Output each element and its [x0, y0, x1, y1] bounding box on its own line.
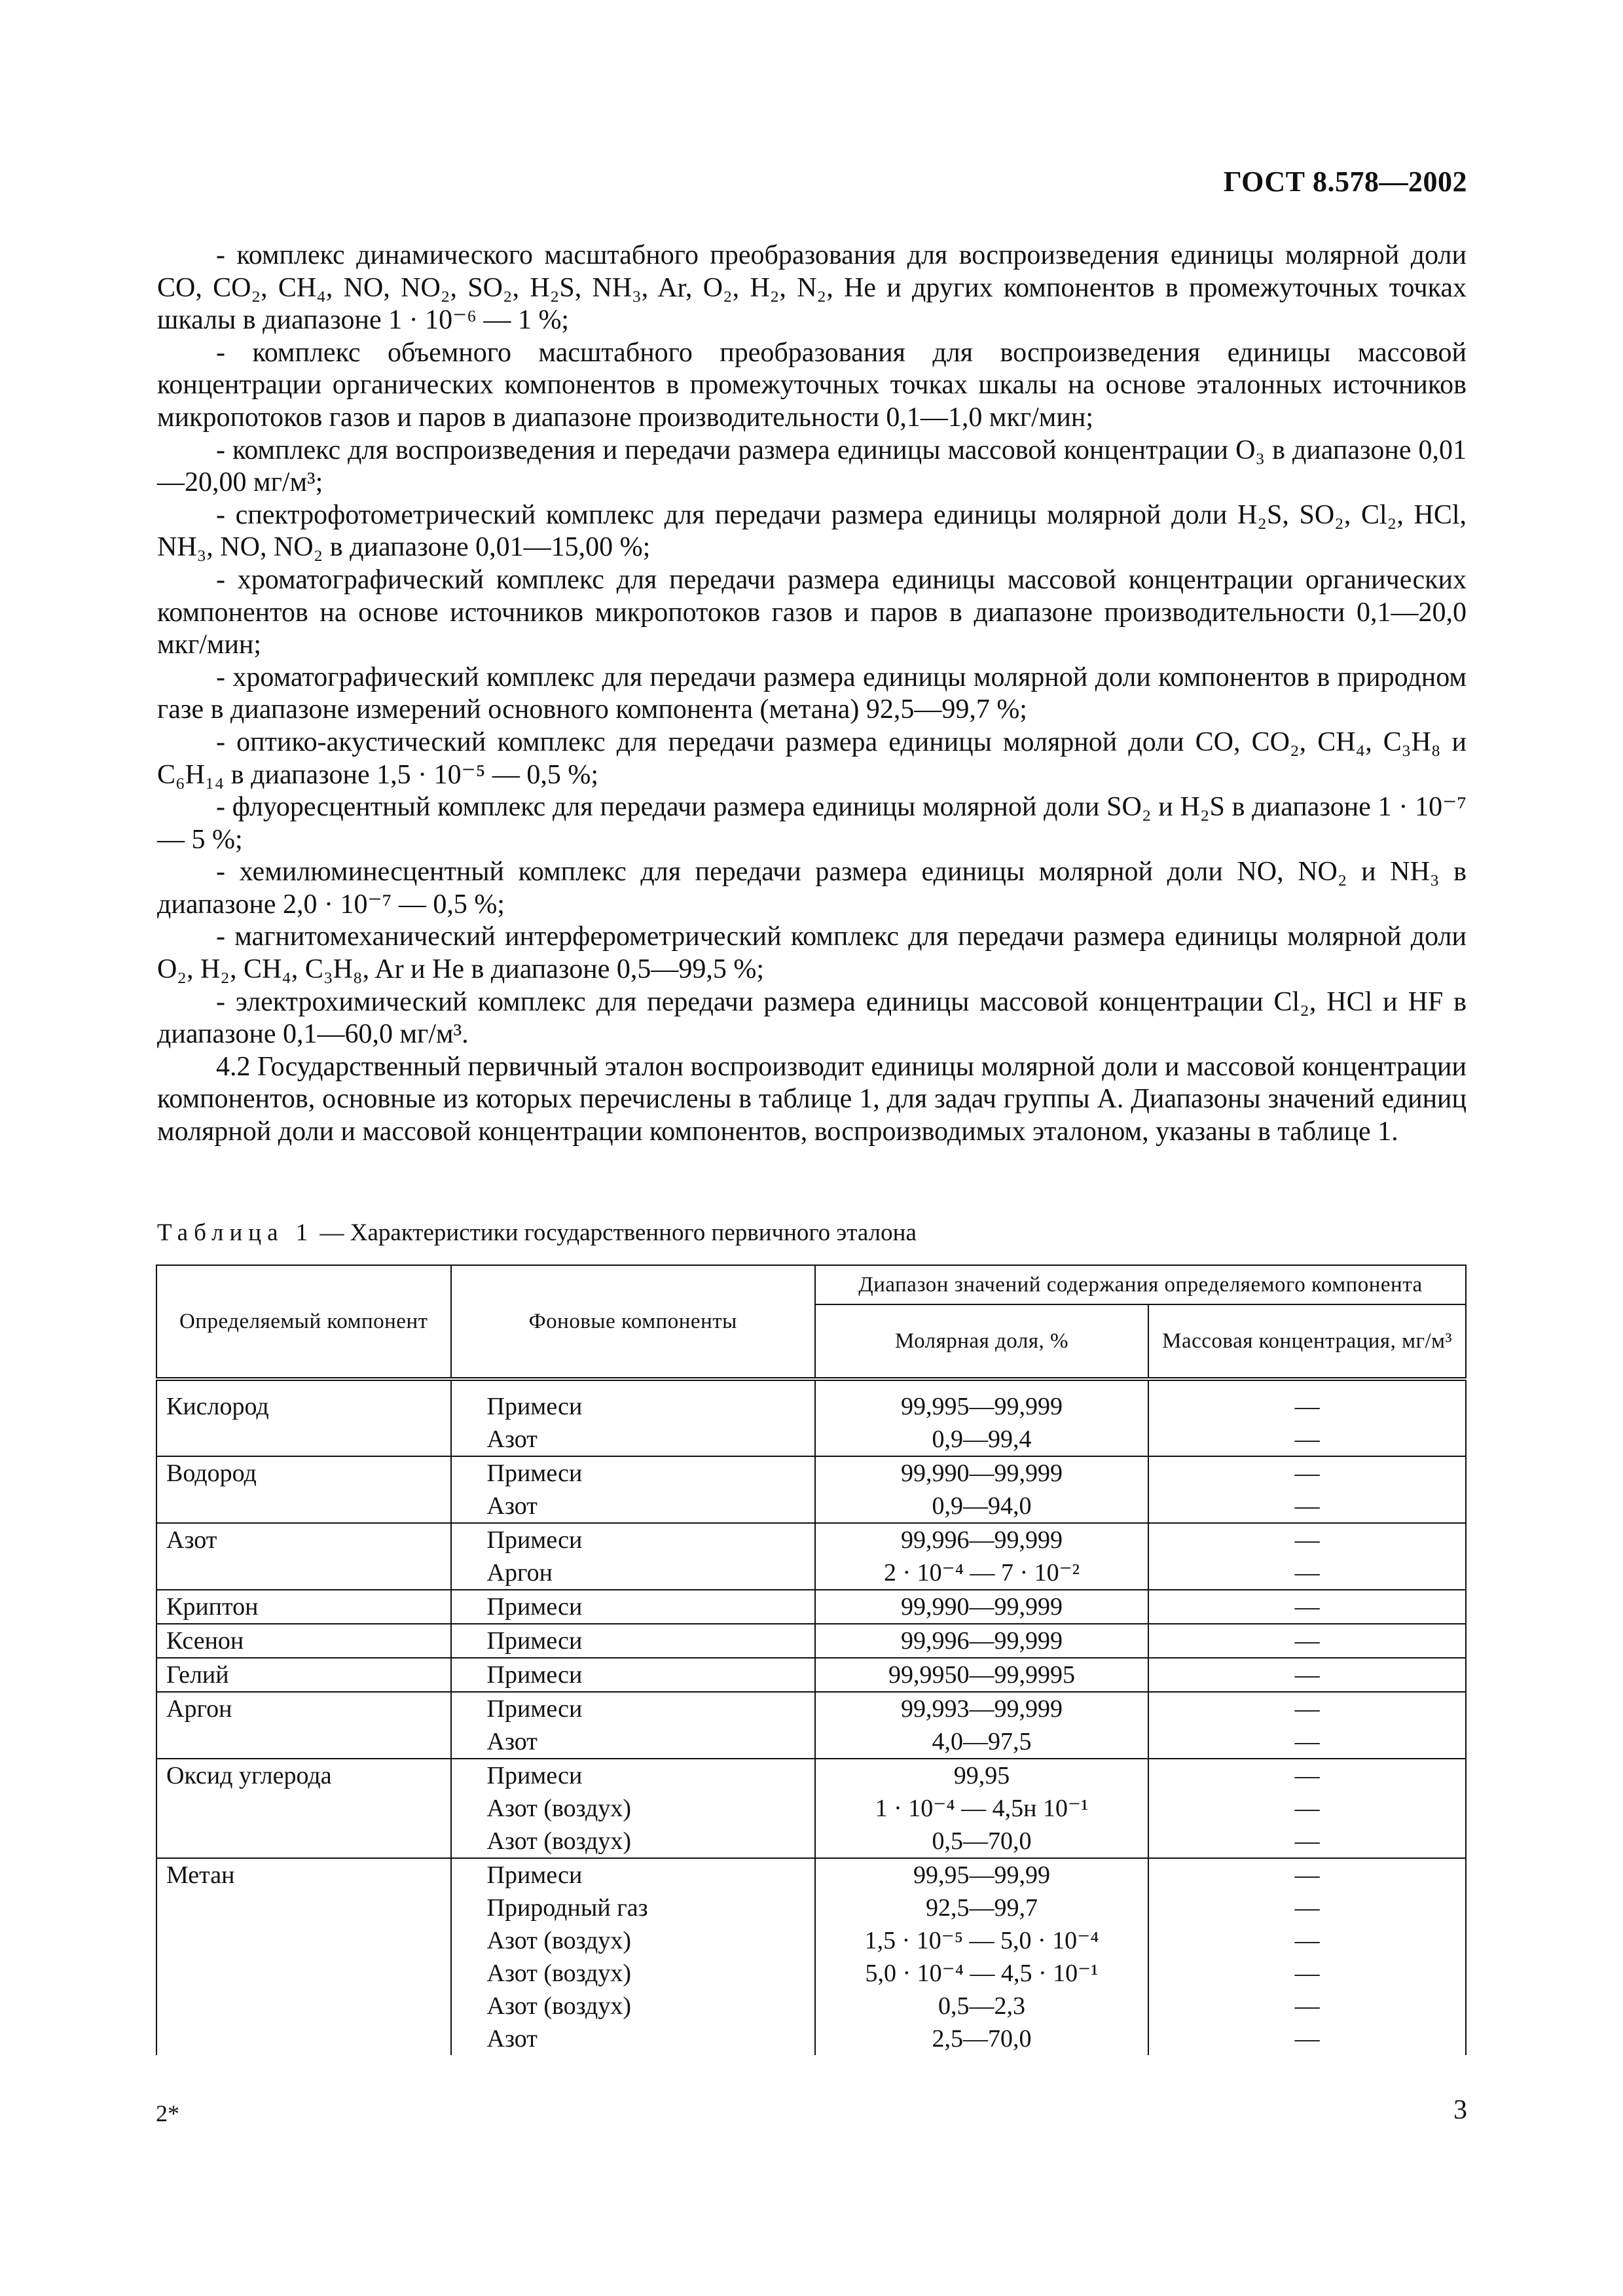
cell-mass: — — [1148, 1624, 1466, 1658]
cell-molar: 0,9—99,4 — [815, 1423, 1148, 1456]
cell-background: Примеси — [451, 1379, 815, 1423]
cell-mass: — — [1148, 1924, 1466, 1957]
table-body — [156, 1379, 1466, 2055]
cell-molar: 92,5—99,7 — [815, 1892, 1148, 1924]
sheet-mark: 2* — [156, 2100, 179, 2126]
cell-background: Примеси — [451, 1759, 815, 1792]
cell-component: Ксенон — [156, 1624, 451, 1658]
cell-mass: — — [1148, 1990, 1466, 2022]
cell-molar: 99,996—99,999 — [815, 1624, 1148, 1658]
cell-mass: — — [1148, 1892, 1466, 1924]
cell-mass: — — [1148, 1556, 1466, 1590]
paragraph: - флуоресцентный комплекс для передачи размера единицы молярной доли SO₂ и H₂S в диапазоне 1 · 10⁻⁷ — 5 %; — [157, 792, 1467, 855]
body-text — [157, 240, 1467, 1149]
header-mass: Массовая концентрация, мг/м³ — [1148, 1304, 1466, 1379]
cell-component — [156, 1990, 451, 2022]
paragraph: 4.2 Государственный первичный эталон воспроизводит единицы молярной доли и массовой концентрации компонентов, основные из которых перечислены в таблице 1, для задач группы А. Диапазоны значений единиц молярной доли и массовой концентрации компонентов, воспроизводимых эталоном, указаны в таблице 1. — [157, 1051, 1467, 1147]
cell-background: Азот — [451, 1490, 815, 1523]
cell-molar: 99,990—99,999 — [815, 1590, 1148, 1624]
cell-component — [156, 1490, 451, 1523]
cell-component — [156, 1725, 451, 1759]
cell-mass: — — [1148, 1957, 1466, 1990]
cell-background: Азот — [451, 1423, 815, 1456]
cell-mass: — — [1148, 1692, 1466, 1725]
header-range: Диапазон значений содержания определяемого компонента — [815, 1265, 1466, 1304]
cell-molar: 99,995—99,999 — [815, 1379, 1148, 1423]
cell-mass: — — [1148, 1423, 1466, 1456]
cell-component — [156, 1423, 451, 1456]
cell-background: Азот — [451, 2022, 815, 2055]
cell-mass: — — [1148, 1825, 1466, 1858]
cell-molar: 1 · 10⁻⁴ — 4,5н 10⁻¹ — [815, 1792, 1148, 1825]
cell-component: Водород — [156, 1456, 451, 1490]
cell-component: Метан — [156, 1858, 451, 1892]
cell-background: Азот — [451, 1725, 815, 1759]
standard-code: ГОСТ 8.578—2002 — [1223, 166, 1467, 198]
table-row — [156, 1556, 1466, 1590]
table-row — [156, 1725, 1466, 1759]
cell-molar: 2,5—70,0 — [815, 2022, 1148, 2055]
cell-component — [156, 1892, 451, 1924]
cell-component: Аргон — [156, 1692, 451, 1725]
cell-mass: — — [1148, 2022, 1466, 2055]
cell-molar: 99,993—99,999 — [815, 1692, 1148, 1725]
cell-component — [156, 1825, 451, 1858]
paragraph: - спектрофотометрический комплекс для передачи размера единицы молярной доли H₂S, SO₂, Cl₂, HCl, NH₃, NO, NO₂ в диапазоне 0,01—15,00 %; — [157, 499, 1467, 563]
cell-molar: 5,0 · 10⁻⁴ — 4,5 · 10⁻¹ — [815, 1957, 1148, 1990]
cell-molar: 4,0—97,5 — [815, 1725, 1148, 1759]
cell-molar: 0,5—70,0 — [815, 1825, 1148, 1858]
table-row — [156, 1590, 1466, 1624]
paragraph: - оптико-акустический комплекс для передачи размера единицы молярной доли CO, CO₂, CH₄, C₃H₈ и C₆H₁₄ в диапазоне 1,5 · 10⁻⁵ — 0,5 %; — [157, 726, 1467, 790]
cell-mass: — — [1148, 1858, 1466, 1892]
cell-molar: 99,996—99,999 — [815, 1523, 1148, 1556]
cell-component — [156, 1957, 451, 1990]
cell-background: Примеси — [451, 1658, 815, 1692]
table-row — [156, 1379, 1466, 1423]
paragraph: - хроматографический комплекс для передачи размера единицы массовой концентрации органических компонентов на основе источников микропотоков газов и паров в диапазоне производительности 0,1—20,0 мкг/мин; — [157, 564, 1467, 660]
cell-background: Аргон — [451, 1556, 815, 1590]
cell-background: Азот (воздух) — [451, 1924, 815, 1957]
cell-component: Гелий — [156, 1658, 451, 1692]
table-row — [156, 1924, 1466, 1957]
cell-molar: 99,95—99,99 — [815, 1858, 1148, 1892]
table-row — [156, 1692, 1466, 1725]
table-row — [156, 1624, 1466, 1658]
cell-molar: 99,95 — [815, 1759, 1148, 1792]
cell-mass: — — [1148, 1523, 1466, 1556]
cell-background: Примеси — [451, 1590, 815, 1624]
cell-mass: — — [1148, 1759, 1466, 1792]
cell-background: Примеси — [451, 1456, 815, 1490]
table-row — [156, 2022, 1466, 2055]
cell-molar: 99,990—99,999 — [815, 1456, 1148, 1490]
cell-background: Примеси — [451, 1523, 815, 1556]
paragraph: - комплекс для воспроизведения и передачи размера единицы массовой концентрации O₃ в диапазоне 0,01—20,00 мг/м³; — [157, 435, 1467, 498]
cell-background: Примеси — [451, 1692, 815, 1725]
paragraph: - комплекс динамического масштабного преобразования для воспроизведения единицы молярной доли CO, CO₂, CH₄, NO, NO₂, SO₂, H₂S, NH₃, Ar, O₂, H₂, N₂, He и других компонентов в промежуточных точках шкалы в диапазоне 1 · 10⁻⁶ — 1 %; — [157, 240, 1467, 336]
table-row — [156, 1792, 1466, 1825]
header-background: Фоновые компоненты — [451, 1265, 815, 1379]
cell-background: Азот (воздух) — [451, 1957, 815, 1990]
paragraph: - хроматографический комплекс для передачи размера единицы молярной доли компонентов в природном газе в диапазоне измерений основного компонента (метана) 92,5—99,7 %; — [157, 662, 1467, 725]
table-row — [156, 1523, 1466, 1556]
cell-background: Примеси — [451, 1624, 815, 1658]
cell-mass: — — [1148, 1590, 1466, 1624]
standard-characteristics-table — [156, 1265, 1467, 2055]
paragraph: - магнитомеханический интерферометрический комплекс для передачи размера единицы молярной доли O₂, H₂, CH₄, C₃H₈, Ar и He в диапазоне 0,5—99,5 %; — [157, 922, 1467, 985]
cell-mass: — — [1148, 1456, 1466, 1490]
cell-mass: — — [1148, 1490, 1466, 1523]
table-caption-text: — Характеристики государственного первичного эталона — [314, 1219, 917, 1246]
table-row — [156, 1759, 1466, 1792]
table-caption-label: Таблица 1 — [157, 1219, 314, 1246]
header-molar: Молярная доля, % — [815, 1304, 1148, 1379]
cell-background: Азот (воздух) — [451, 1825, 815, 1858]
table-row — [156, 1858, 1466, 1892]
cell-background: Азот (воздух) — [451, 1990, 815, 2022]
table-row — [156, 1658, 1466, 1692]
cell-component: Криптон — [156, 1590, 451, 1624]
table-row — [156, 1825, 1466, 1858]
header-component: Определяемый компонент — [156, 1265, 451, 1379]
paragraph: - комплекс объемного масштабного преобразования для воспроизведения единицы массовой концентрации органических компонентов в промежуточных точках шкалы на основе эталонных источников микропотоков газов и паров в диапазоне производительности 0,1—1,0 мкг/мин; — [157, 337, 1467, 433]
cell-mass: — — [1148, 1725, 1466, 1759]
paragraph: - электрохимический комплекс для передачи размера единицы массовой концентрации Cl₂, HCl и HF в диапазоне 0,1—60,0 мг/м³. — [157, 986, 1467, 1050]
cell-component: Азот — [156, 1523, 451, 1556]
cell-background: Природный газ — [451, 1892, 815, 1924]
cell-mass: — — [1148, 1658, 1466, 1692]
cell-component: Кислород — [156, 1379, 451, 1423]
page-number: 3 — [1453, 2095, 1467, 2125]
cell-mass: — — [1148, 1792, 1466, 1825]
cell-component — [156, 2022, 451, 2055]
cell-molar: 0,9—94,0 — [815, 1490, 1148, 1523]
table-row — [156, 1957, 1466, 1990]
cell-component — [156, 1924, 451, 1957]
table-row — [156, 1490, 1466, 1523]
table-caption — [157, 1219, 917, 1247]
cell-molar: 1,5 · 10⁻⁵ — 5,0 · 10⁻⁴ — [815, 1924, 1148, 1957]
table-row — [156, 1990, 1466, 2022]
cell-mass: — — [1148, 1379, 1466, 1423]
cell-background: Примеси — [451, 1858, 815, 1892]
table-row — [156, 1423, 1466, 1456]
cell-component — [156, 1792, 451, 1825]
cell-molar: 99,9950—99,9995 — [815, 1658, 1148, 1692]
cell-molar: 0,5—2,3 — [815, 1990, 1148, 2022]
cell-background: Азот (воздух) — [451, 1792, 815, 1825]
cell-component — [156, 1556, 451, 1590]
paragraph: - хемилюминесцентный комплекс для передачи размера единицы молярной доли NO, NO₂ и NH₃ в диапазоне 2,0 · 10⁻⁷ — 0,5 %; — [157, 857, 1467, 920]
cell-molar: 2 · 10⁻⁴ — 7 · 10⁻² — [815, 1556, 1148, 1590]
cell-component: Оксид углерода — [156, 1759, 451, 1792]
table-row — [156, 1892, 1466, 1924]
table-row — [156, 1456, 1466, 1490]
